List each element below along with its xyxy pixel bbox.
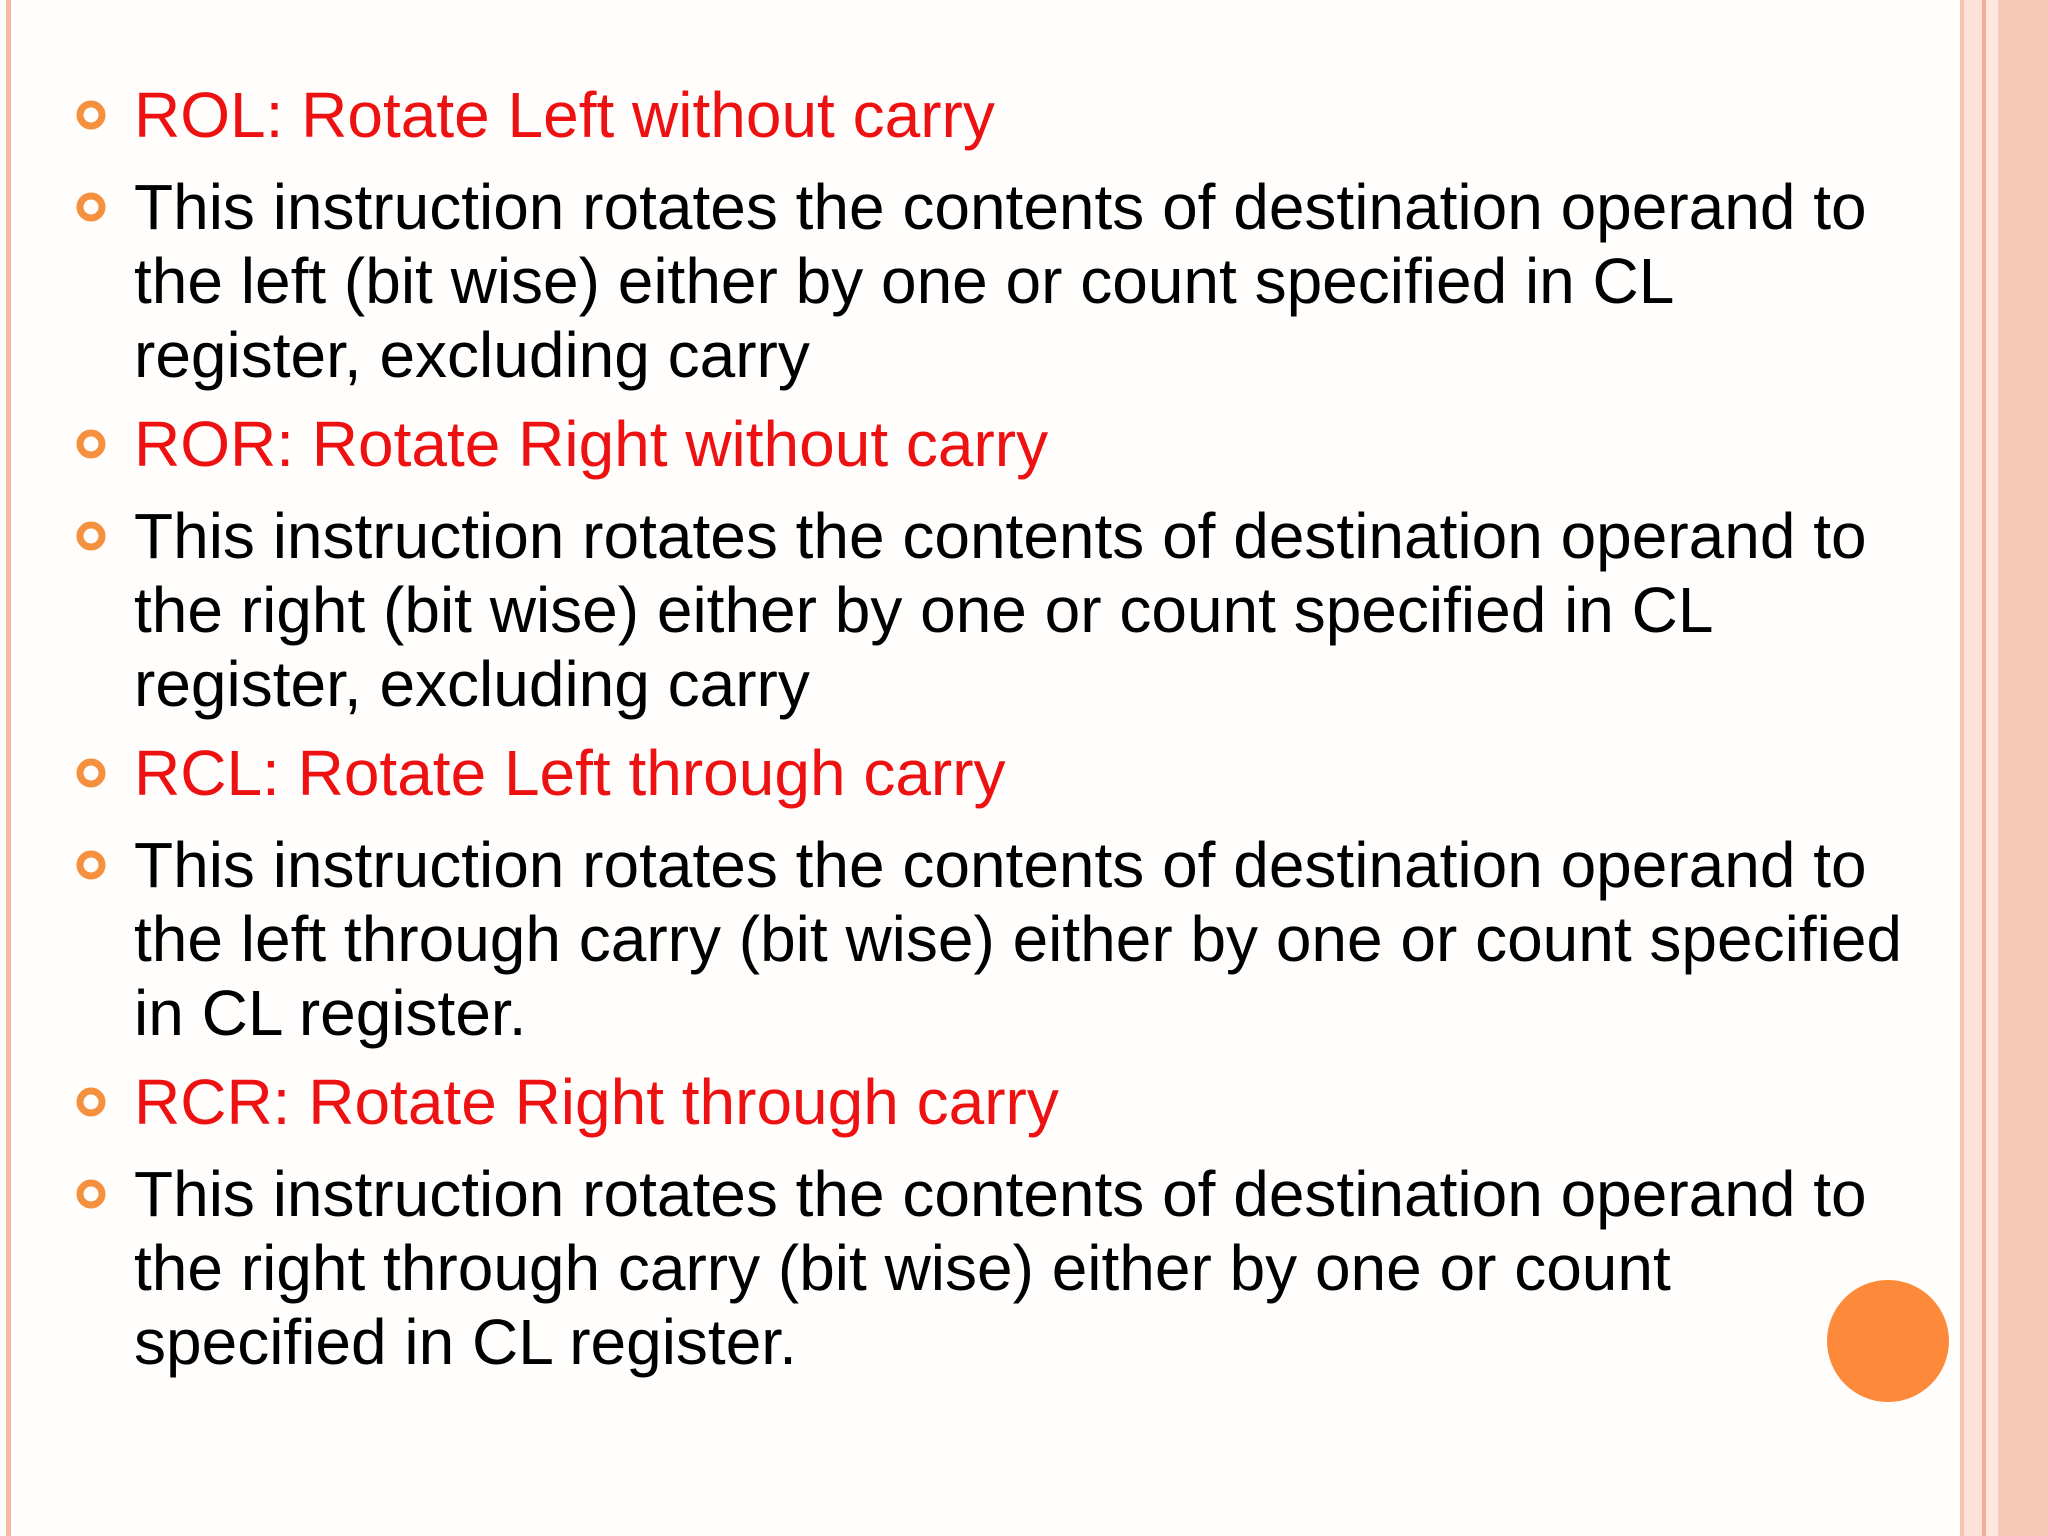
bullet-line: register, excluding carry [134, 648, 810, 720]
bullet-heading-rcl [134, 736, 2034, 810]
bullet-line: the right (bit wise) either by one or count specified in CL [134, 574, 1714, 646]
hollow-circle-bullet-icon [74, 98, 108, 132]
bullet-line: RCL: Rotate Left through carry [134, 737, 1006, 809]
bullet-line: ROL: Rotate Left without carry [134, 79, 995, 151]
bullet-heading-rol [134, 78, 2034, 152]
bullet-heading-ror [134, 407, 2034, 481]
bullet-line: the left through carry (bit wise) either by one or count specified [134, 903, 1902, 975]
orange-circle-decoration [1827, 1280, 1949, 1402]
bullet-line: in CL register. [134, 977, 527, 1049]
bullet-body-ror [134, 499, 2034, 721]
hollow-circle-bullet-icon [74, 848, 108, 882]
hollow-circle-bullet-icon [74, 1177, 108, 1211]
bullet-body-rol [134, 170, 2034, 392]
hollow-circle-bullet-icon [74, 190, 108, 224]
bullet-body-rcr [134, 1157, 2034, 1379]
hollow-circle-bullet-icon [74, 519, 108, 553]
bullet-line: register, excluding carry [134, 319, 810, 391]
bullet-line: This instruction rotates the contents of destination operand to [134, 829, 1867, 901]
bullet-heading-rcr [134, 1065, 2034, 1139]
bullet-line: specified in CL register. [134, 1306, 797, 1378]
hollow-circle-bullet-icon [74, 756, 108, 790]
bullet-line: RCR: Rotate Right through carry [134, 1066, 1059, 1138]
bullet-line: the right through carry (bit wise) either by one or count [134, 1232, 1671, 1304]
bullet-line: This instruction rotates the contents of destination operand to [134, 1158, 1867, 1230]
bullet-line: ROR: Rotate Right without carry [134, 408, 1049, 480]
bullet-body-rcl [134, 828, 2034, 1050]
bullet-line: This instruction rotates the contents of destination operand to [134, 171, 1867, 243]
hollow-circle-bullet-icon [74, 1085, 108, 1119]
bullet-line: This instruction rotates the contents of destination operand to [134, 500, 1867, 572]
hollow-circle-bullet-icon [74, 427, 108, 461]
bullet-line: the left (bit wise) either by one or count specified in CL [134, 245, 1675, 317]
